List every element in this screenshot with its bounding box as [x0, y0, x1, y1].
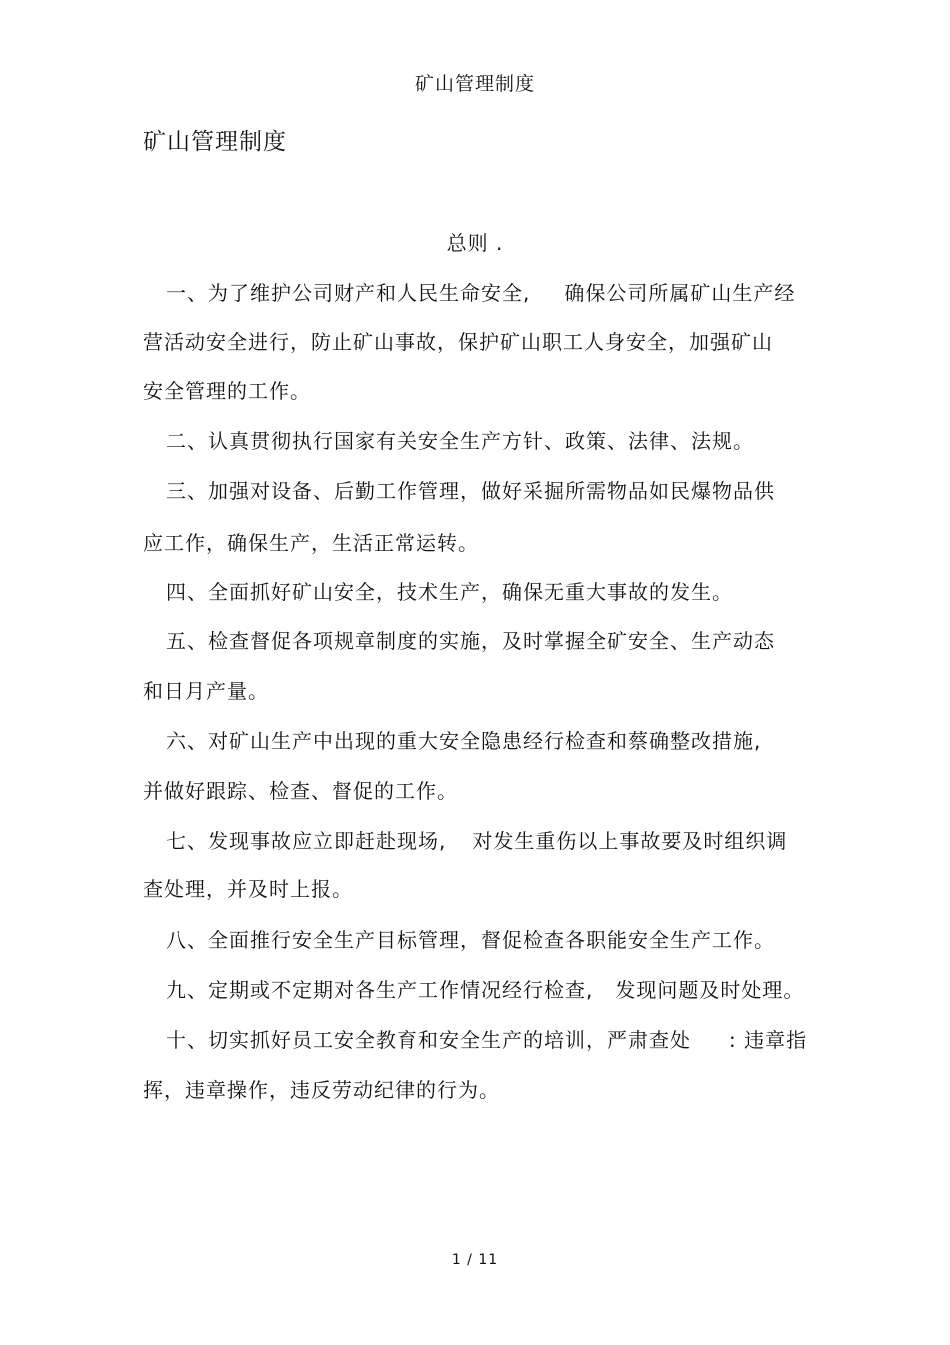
paragraph-line	[143, 1075, 500, 1105]
paragraph-line	[166, 426, 754, 456]
paragraph-line	[143, 776, 458, 806]
line-text: : 违章指	[729, 1028, 808, 1052]
paragraph-line	[166, 626, 775, 656]
paragraph-line	[143, 528, 479, 558]
running-header-title: 矿山管理制度	[414, 73, 535, 95]
paragraph-line	[166, 577, 733, 607]
line-text: 挥，违章操作，违反劳动纪律的行为。	[143, 1078, 500, 1102]
line-text: 应工作，确保生产，生活正常运转。	[143, 531, 479, 555]
paragraph-line	[143, 327, 773, 357]
line-text: 安全管理的工作。	[143, 379, 311, 403]
line-text: 三、加强对设备、后勤工作管理，做好采掘所需物品如民爆物品供	[166, 479, 775, 503]
line-text: 九、定期或不定期对各生产工作情况经行检查,	[166, 978, 594, 1002]
paragraph-line	[143, 874, 353, 904]
line-text: 十、切实抓好员工安全教育和安全生产的培训，严肃查处	[166, 1028, 691, 1052]
section-heading-general: 总则 .	[446, 231, 504, 255]
line-text: 四、全面抓好矿山安全，技术生产，确保无重大事故的发生。	[166, 580, 733, 604]
paragraph-line	[166, 925, 775, 955]
paragraph-line	[143, 676, 269, 706]
line-text: 和日月产量。	[143, 679, 269, 703]
paragraph-line	[166, 975, 804, 1005]
line-text: 八、全面推行安全生产目标管理，督促检查各职能安全生产工作。	[166, 928, 775, 952]
paragraph-line	[143, 376, 311, 406]
document-title: 矿山管理制度	[143, 129, 287, 155]
line-text: 并做好跟踪、检查、督促的工作。	[143, 779, 458, 803]
line-text: 确保公司所属矿山生产经	[564, 281, 796, 305]
paragraph-line	[166, 1025, 807, 1055]
paragraph-line	[166, 278, 795, 308]
line-text: 二、认真贯彻执行国家有关安全生产方针、政策、法律、法规。	[166, 429, 754, 453]
paragraph-line	[166, 726, 761, 756]
line-text: 六、对矿山生产中出现的重大安全隐患经行检查和蔡确整改措施,	[166, 729, 762, 753]
paragraph-line	[166, 476, 775, 506]
paragraph-line	[166, 826, 787, 856]
line-text: 营活动安全进行，防止矿山事故，保护矿山职工人身安全，加强矿山	[143, 330, 773, 354]
line-text: 对发生重伤以上事故要及时组织调	[472, 829, 788, 853]
line-text: 发现问题及时处理。	[615, 978, 805, 1002]
line-text: 五、检查督促各项规章制度的实施，及时掌握全矿安全、生产动态	[166, 629, 775, 653]
line-text: 七、发现事故应立即赶赴现场,	[166, 829, 447, 853]
line-text: 一、为了维护公司财产和人民生命安全,	[166, 281, 531, 305]
page-indicator: 1 / 11	[451, 1252, 499, 1268]
line-text: 查处理，并及时上报。	[143, 877, 353, 901]
